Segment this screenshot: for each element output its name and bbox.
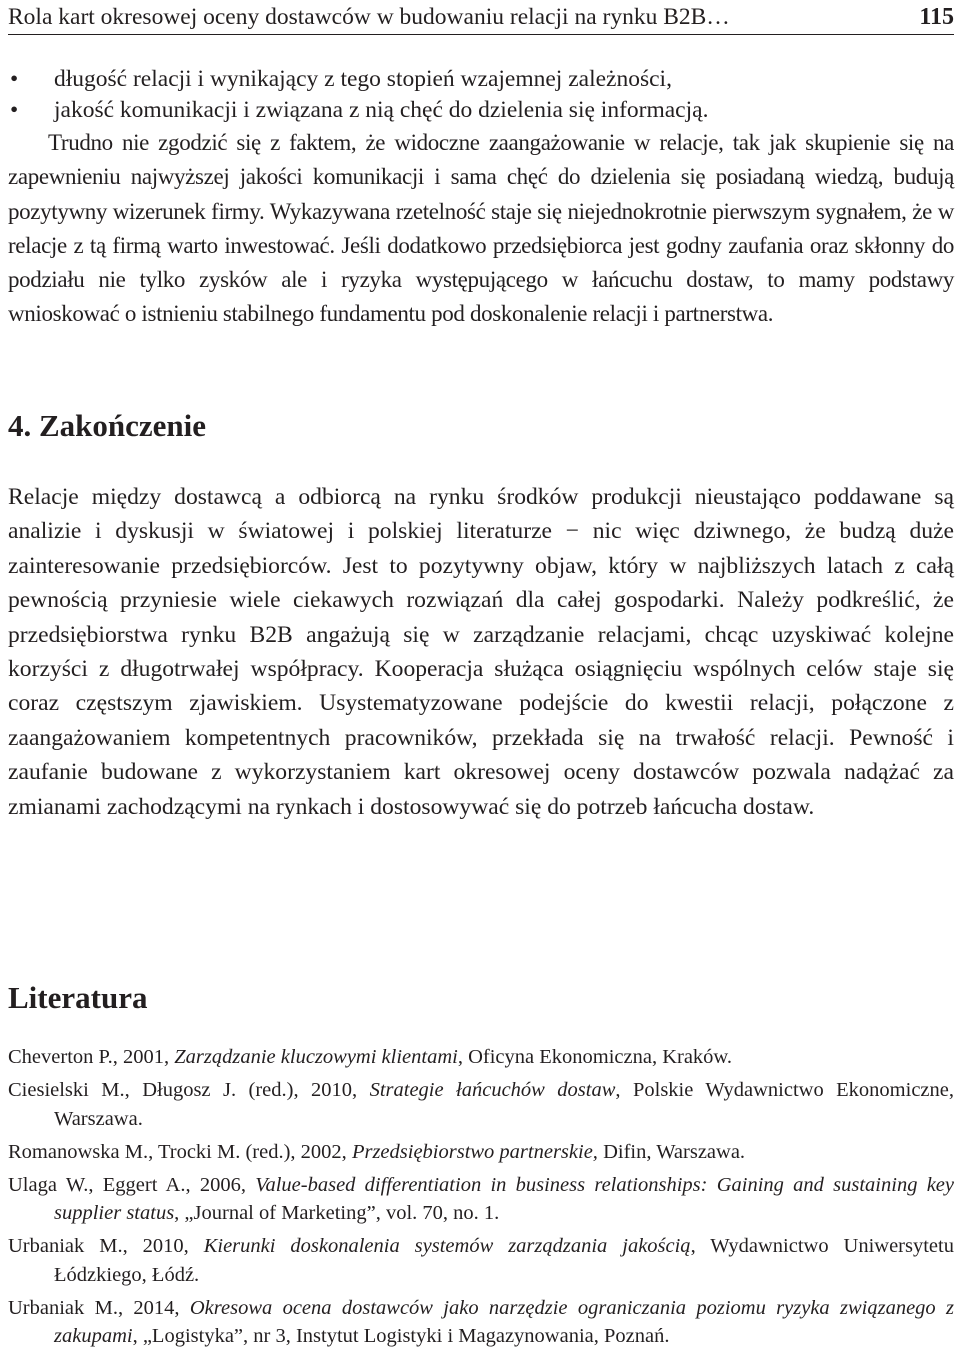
reference-item xyxy=(8,1171,954,1228)
reference-publisher: , Polskie Wydawnictwo Ekonomiczne, Warszawa. xyxy=(54,1079,954,1130)
conclusion-paragraph: Relacje między dostawcą a odbiorcą na rynku środków produkcji nieustająco poddawane są analizie i dyskusji w światowej i polskiej literaturze − nic więc dziwnego, że budzą duże zainteresowanie przedsiębiorców. Jest to pozytywny objaw, który w najbliższych latach z całą pewnością przyniesie wiele ciekawych rozwiązań dla całej gospodarki. Należy podkreślić, że przedsiębiorstwa rynku B2B angażują się w zarządzanie relacjami, chcąc uzyskiwać kolejne korzyści z długotrwałej współpracy. Kooperacja służąca osiągnięciu wspólnych celów staje się coraz częstszym zjawiskiem. Usystematyzowane podejście do kwestii relacji, połączone z zaangażowaniem kompetentnych pracowników, przekłada się na trwałość relacji. Pewność i zaufanie budowane z wykorzystaniem kart okresowej oceny dostawców pozwala nadążać za zmianami zachodzącymi na rynkach i dostosowywać się do potrzeb łańcucha dostaw. xyxy=(8,484,954,820)
running-title: Rola kart okresowej oceny dostawców w budowaniu relacji na rynku B2B… xyxy=(8,4,730,30)
reference-authors: Urbaniak M., 2014, xyxy=(8,1296,190,1319)
references-heading: Literatura xyxy=(8,980,148,1015)
reference-publisher: , Wydawnictwo Uniwersytetu Łódzkiego, Łódź. xyxy=(54,1235,954,1286)
references-list xyxy=(8,1043,954,1355)
reference-authors: Cheverton P., 2001, xyxy=(8,1046,175,1068)
body-paragraph: Trudno nie zgodzić się z faktem, że widoczne zaangażowanie w relacje, tak jak skupienie się na zapewnieniu najwyższej jakości komunikacji i sama chęć do dzielenia się posiadaną wiedzą, budują pozytywny wizerunek firmy. Wykazywana rzetelność staje się niejednokrotnie pierwszym sygnałem, że w relacje z tą firmą warto inwestować. Jeśli dodatkowo przedsiębiorca jest godny zaufania oraz skłonny do podziału nie tylko zysków ale i ryzyka występującego w łańcuchu dostaw, to mamy podstawy wnioskować o istnieniu stabilnego fundamentu pod doskonalenie relacji i partnerstwa. xyxy=(8,130,954,327)
reference-authors: Ciesielski M., Długosz J. (red.), 2010, xyxy=(8,1079,370,1101)
page-number: 115 xyxy=(919,4,954,30)
reference-item xyxy=(8,1294,954,1351)
bullet-item: • jakość komunikacji i związana z nią chęć do dzielenia się informacją. xyxy=(8,95,954,126)
reference-item xyxy=(8,1043,954,1072)
reference-title: Kierunki doskonalenia systemów zarządzania jakością xyxy=(203,1235,691,1257)
reference-title: Strategie łańcuchów dostaw xyxy=(369,1079,616,1101)
section-heading: 4. Zakończenie xyxy=(8,408,207,443)
reference-authors: Urbaniak M., 2010, xyxy=(8,1235,204,1257)
reference-title: Przedsiębiorstwo partnerskie, xyxy=(351,1140,598,1163)
reference-publisher: , Oficyna Ekonomiczna, Kraków. xyxy=(457,1046,733,1068)
reference-authors: Romanowska M., Trocki M. (red.), 2002, xyxy=(8,1140,352,1163)
running-header xyxy=(8,2,954,35)
reference-title: Zarządzanie kluczowymi klientami xyxy=(174,1046,458,1068)
bullet-item: • długość relacji i wynikający z tego stopień wzajemnej zależności, xyxy=(8,64,954,95)
bullet-list xyxy=(8,64,954,126)
reference-item xyxy=(8,1076,954,1133)
reference-title: Value-based differentiation in business relationships: Gaining and sustaining key supplier status xyxy=(54,1173,954,1224)
reference-title: Okresowa ocena dostawców jako narzędzie ograniczania poziomu ryzyka związanego z zakupami xyxy=(54,1296,954,1347)
reference-authors: Ulaga W., Eggert A., 2006, xyxy=(8,1173,256,1196)
reference-publisher: , „Journal of Marketing”, vol. 70, no. 1. xyxy=(174,1202,500,1224)
reference-item xyxy=(8,1232,954,1289)
reference-item xyxy=(8,1138,954,1167)
reference-publisher: Difin, Warszawa. xyxy=(597,1140,746,1163)
reference-publisher: , „Logistyka”, nr 3, Instytut Logistyki i Magazynowania, Poznań. xyxy=(132,1325,670,1347)
